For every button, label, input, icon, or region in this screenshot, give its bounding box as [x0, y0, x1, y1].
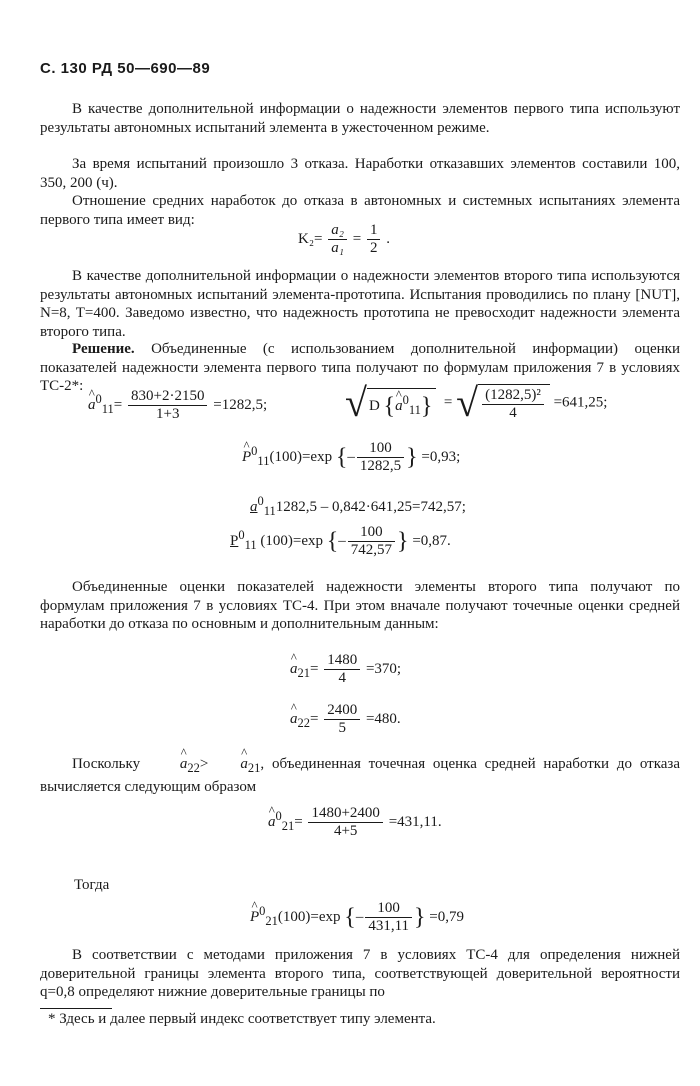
footnote-rule: [40, 1008, 112, 1009]
paragraph-7: Поскольку ^ $a_{22}>\^{}$ $a_{21}$, объединенная точечная оценка средней наработки до отказа вычисляется следующим образом: [40, 755, 680, 796]
formula-p11-lower: $P^0_{11}$ (100)=exp {– $\frac{100}{742,57}$ } =0,87.: [230, 524, 451, 558]
paragraph-1: В качестве дополнительной информации о надежности элементов первого типа используют результаты автономных испытаний элемента в ужесточенном режиме.: [40, 101, 680, 136]
paragraph-9: В соответствии с методами приложения 7 в условиях ТС-4 для определения нижней доверительной границы элемента второго типа, соответствующей доверительной вероятности q=0,8 определяют нижние доверительные границы по: [40, 947, 680, 1000]
formula-a11-lower: $a^0_{11}1282,5 - 0,842\cdot 641,25=742,57$;: [250, 494, 466, 518]
formula-a11: ^ $a^0_{11}=$ $\frac{830+2\cdot 2150}{1+3}$ =1282,5;: [88, 388, 267, 423]
formula-a21: ^ $a_{21}=$ $\frac{1480}{4}$ =370;: [290, 652, 401, 687]
paragraph-5: Решение. Объединенные (с использованием дополнительной информации) оценки показателей надежности элемента первого типа получают по формулам приложения 7 в условиях ТС-2*:: [40, 341, 680, 394]
paragraph-3: Отношение средних наработок до отказа в автономных и системных испытаниях элемента первого типа имеет вид:: [40, 193, 680, 228]
formula-p11: ^ $P^0_{11}(100)=\exp$ {– $\frac{100}{1282,5}$ } =0,93;: [242, 440, 460, 475]
formula-a21-combined: ^ $a^0_{21}=$ $\frac{1480+2400}{4+5}$ =431,11.: [268, 805, 442, 840]
paragraph-2: За время испытаний произошло 3 отказа. Наработки отказавших элементов составили 100, 350, 200 (ч).: [40, 156, 680, 191]
paragraph-4: В качестве дополнительной информации о надежности элементов второго типа используются результаты автономных испытаний элемента-прототипа. Испытания проводились по плану [NUT], N=8, T=400. Заведомо известно, что надежность прототипа не превосходит надежности элемента второго типа.: [40, 268, 680, 340]
formula-sqrt-d: √ D {^ $a^0_{11}$} = √ $\frac{\text{(1282,5)²}}{4}$ =641,25;: [345, 384, 607, 422]
paragraph-6: Объединенные оценки показателей надежности элементы второго типа получают по формулам приложения 7 в условиях ТС-4. При этом вначале получают точечные оценки средней наработки до отказа по основным и дополнительным данным:: [40, 579, 680, 632]
page-header: С. 130 РД 50—690—89: [40, 60, 211, 77]
formula-k2: K₂= $\frac{\text{a₂}}{\text{a₁}}$ = $\frac{1}{2}$ .: [298, 222, 390, 256]
solution-label: Решение.: [72, 341, 135, 357]
footnote: * Здесь и далее первый индекс соответствует типу элемента.: [48, 1011, 436, 1027]
formula-p21: ^ $P^0_{21}(100)=\exp$ {– $\frac{100}{431,11}$ } =0,79: [250, 900, 464, 935]
formula-a22: ^ $a_{22}=$ $\frac{2400}{5}$ =480.: [290, 702, 401, 737]
paragraph-8: Тогда: [74, 877, 110, 893]
